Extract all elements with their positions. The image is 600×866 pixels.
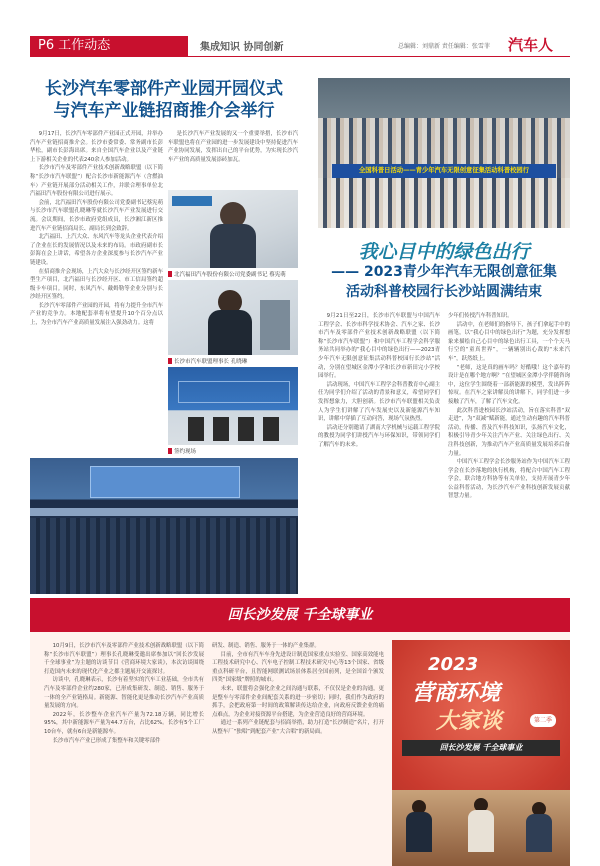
paragraph: 长沙市汽车及零部件产业技术创新战略联盟（以下简称“长沙市汽车联盟”）配合长沙市新能源汽车（含燃油车）产业链开展部分活动相关工作，并联合理事单位北汽福田汽车股份有限公司进行展示。 bbox=[30, 165, 163, 198]
article3-title: 回长沙发展 千全球事业 bbox=[227, 607, 373, 623]
paragraph: 活动还分别邀请了湖南大学机械与运载工程学院的教授为同学们讲授汽车与环保知识，带领同学们了解汽车的未来。 bbox=[318, 424, 440, 448]
article2-column-1 bbox=[318, 312, 440, 587]
caption-3: 签约现场 bbox=[168, 446, 298, 455]
paragraph: 研发、制造、销售、服务于一体的产业集群。 bbox=[212, 643, 320, 649]
article1-title-line2: 与汽车产业链招商推介会举行 bbox=[53, 101, 275, 121]
paragraph: 长沙市汽车产业已形成了集整车和关键零部件 bbox=[52, 737, 161, 744]
page-header bbox=[0, 0, 600, 58]
article3-column-2 bbox=[212, 642, 384, 862]
editor-credits: 总编辑：刘鼎新 责任编辑：张雪菲 bbox=[398, 43, 490, 50]
caption-1: 北汽福田汽车股份有限公司党委副书记 蔡宪萌 bbox=[168, 269, 298, 278]
masthead-logo: 汽车人 bbox=[508, 36, 554, 54]
speaker-photo-1 bbox=[168, 190, 298, 268]
article1-title-line1: 长沙汽车零部件产业园开园仪式 bbox=[45, 79, 283, 99]
paragraph: 2022年，长沙整车企业汽车产量为72.18万辆，同比增长95%，其中新能源车产量为44.7万台，占比62%。长沙有5个工厂10台车，就有6台是新能源车。 bbox=[44, 711, 204, 735]
group-photo bbox=[318, 78, 570, 228]
article3-column-1 bbox=[44, 642, 204, 862]
header-rule bbox=[30, 56, 570, 57]
paragraph: 未来，联盟将会强化企业之间沟通与联系，不仅仅是企业的沟通，更是整车与零部件企业间配套关系的进一步密切；同时，我们作为政府的抓手，会把政府第一时间的政策解读传达给企业，向政府反馈企业的痛点难点，为企业对接资源平台搭建，为企业营造良好的营商环境。 bbox=[212, 685, 384, 718]
article1-right-column bbox=[168, 130, 298, 188]
paragraph: 此次科普进校园长沙站活动，旨在落实科普“双走进”，为“双减”赋新能，通过生动有趣的汽车科普活动，传播、普及汽车科技知识，弘扬汽车文化，积极引导青少年关注汽车产业、关注绿色出行、关注科技创新，为推动汽车产业高质量发展培养后备力量。 bbox=[448, 407, 570, 457]
paragraph: 会前，北汽福田汽车股份有限公司党委副书记蔡宪萌与长沙市汽车联盟孔晓琳等就长沙汽车产业发展进行交流。会议期间，长沙市政府党组成员，长沙湘江新区推进汽车产业链招商局长、副局长到会致辞。 bbox=[30, 199, 163, 232]
paragraph: 访谈中，孔晓琳表示，长沙有着坚实的汽车工业基础，全市共有汽车及零部件企业约280家，已形成集研发、制造、销售、服务于一体的全产业链格局。新能源、智能化更是推动长沙汽车产业高质量发展的方向。 bbox=[44, 677, 204, 710]
tv-program-poster bbox=[392, 640, 570, 866]
paragraph: 活动中，在老师们的指导下，孩子们拿起手中的画笔，以“我心目中的绿色出行”为题，充分发挥想象来描绘自己心目中的绿色出行工具，一个个天马行空的“童真世界”，一辆辆别出心裁的“未来汽车”，跃然纸上。 bbox=[448, 321, 570, 362]
header-slogan: 集成知识 协同创新 bbox=[200, 42, 284, 53]
paragraph: 是长沙汽车产业发展的又一个重要举措，长沙市汽车联盟也将在产业园的进一步发展建设中坚持促进汽车产业协同发展，发挥出自己的平台优势，为实现长沙汽车产业的高质量发展添砖加瓦。 bbox=[168, 131, 298, 163]
signing-photo bbox=[168, 367, 298, 445]
paragraph: “老师，这是真的画车吗？好酷哦！这个嘉年的设计是在哪个地方啊？”在望城区金潭小学伴随咨询中，这位学生围绕着一部新能源的模型，发出阵阵惊叹。在汽车之家讲解员的讲解下，同学们进一步接触了汽车，了解了汽车文化。 bbox=[448, 364, 570, 405]
paragraph: 9月17日，长沙汽车零部件产业园正式开园，并举办汽车产业链招商推介会。长沙市委常委、常务副市长彭华松，副市长彭海出席。来自全国汽车企业以及产业链上下游相关企业的代表240余人参加活动。 bbox=[30, 131, 163, 163]
event-banner: 全国科普日活动——青少年汽车无限创意征集活动科普校园行 bbox=[358, 167, 529, 174]
studio-scene bbox=[392, 790, 570, 866]
paragraph: 通过一系列产业链配套与招商举措，助力打造“长沙制造”名片，打开从整车厂“独唱”到配套产业“大合唱”的新局面。 bbox=[212, 720, 384, 735]
caption-2: 长沙市汽车联盟理事长 孔晓琳 bbox=[168, 356, 298, 365]
paragraph: 北汽福田、上汽大众、东风汽车等龙头企业代表介绍了企业在长的发展情况以及未来的布局。市政府副市长彭海在会上讲话，希望各方企业深度参与长沙汽车产业链建设。 bbox=[30, 234, 163, 266]
poster-year: 2023 bbox=[428, 654, 479, 675]
paragraph: 少年们传授汽车科普知识。 bbox=[448, 313, 513, 319]
paragraph: 在招商推介会现场，上汽大众与长沙经开区签约新车型生产项目，北汽福田与长沙经开区、市工信局签约超级卡车项目。同时，东风汽车、戴姆勒等企业分别与长沙经开区签约。 bbox=[30, 268, 163, 301]
article2-title-line1: 我心目中的绿色出行 bbox=[358, 241, 530, 263]
article1-left-column bbox=[30, 130, 163, 510]
paragraph: 10月9日，长沙市汽车及零部件产业技术创新战略联盟（以下简称“长沙市汽车联盟”）理事长孔晓琳受邀出席参加以“回长沙发展 千全球事业”为主题的访谈节目《营商环境大家谈》，本次访谈围绕打造国内未来的现代化产业之都主题展开交流探讨。 bbox=[44, 643, 204, 675]
speaker-photo-2 bbox=[168, 280, 298, 355]
conference-hall-photo bbox=[30, 458, 298, 594]
paragraph: 中国汽车工程学会长沙服务站作为中国汽车工程学会在长沙落地的执行机构，将配合中国汽车工程学会，联合地方科协等有关单位，支持开展青少年公益科普活动，为长沙汽车产业科技创新发展贡献智慧力量。 bbox=[448, 459, 570, 500]
paragraph: 目前，全市有汽车车身先进设计制造国家重点实验室、国家高效能电工程技术研究中心、汽车电子控制工程技术研究中心等13个国家、省级重点科研平台，且智能网联测试场景体系居全国前列，是全国首个颁发四类“国家级”牌照的城市。 bbox=[212, 651, 384, 684]
article2-title-line3: 活动科普校园行长沙站圆满结束 bbox=[346, 284, 542, 300]
poster-line1: 营商环境 bbox=[412, 681, 501, 706]
section-tag: P6 工作动态 bbox=[30, 36, 188, 56]
poster-season-badge: 第二季 bbox=[530, 714, 556, 727]
poster-slogan: 回长沙发展 千全球事业 bbox=[402, 740, 560, 756]
article2-column-2 bbox=[448, 312, 570, 587]
paragraph: 活动现场，中国汽车工程学会科普教育中心副主任为同学们介绍了活动的背景和意义，希望同学们发挥想象力，大胆创新。长沙市汽车联盟相关负责人为学生们讲解了汽车发展史以及新能源汽车知识，讲解中穿插了互动问答，现场气氛热烈。 bbox=[318, 381, 440, 423]
paragraph: 9月21日至22日，长沙市汽车联盟与中国汽车工程学会、长沙市科学技术协会、汽车之家、长沙市汽车及零部件产业技术创新战略联盟（以下简称“长沙市汽车联盟”）和中国汽车工程学会科学服务站共同举办的“我心目中的绿色出行——2023青少年汽车无限创意征集活动科普校园行长沙站”活动，分别在望城区金潭小学和长沙市新田完小学校园举行。 bbox=[318, 313, 440, 380]
paragraph: 长沙汽车零部件产业园的开园，将有力提升全市汽车产业的竞争力。本地配套率将有望提升10个百分点以上，为全市汽车产业高质量发展注入强劲动力。这将 bbox=[30, 302, 163, 327]
poster-line2: 大家谈 bbox=[436, 709, 503, 734]
article2-title-line2: —— 2023青少年汽车无限创意征集 bbox=[331, 264, 557, 280]
